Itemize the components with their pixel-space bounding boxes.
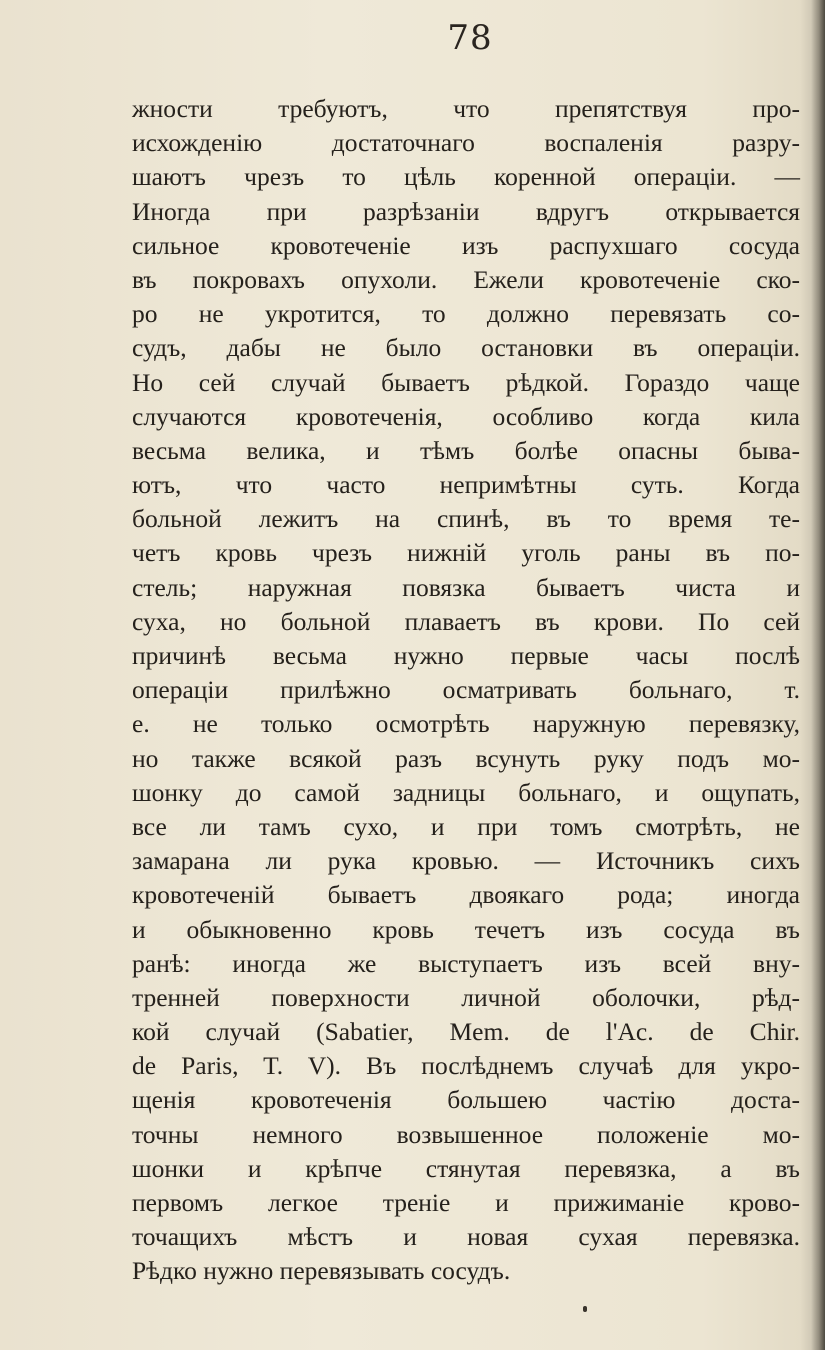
text-line: шонку до самой задницы больнаго, и ощупать, [132, 777, 800, 807]
page-edge-shadow [811, 0, 825, 1350]
text-line: больной лежитъ на спинѣ, въ то время те- [132, 504, 800, 534]
text-line: исхожденію достаточнаго воспаленія разру- [132, 128, 800, 158]
text-line-last: Рѣдко нужно перевязывать сосудъ. [132, 1256, 511, 1286]
ink-speck [583, 1306, 587, 1312]
text-line: и обыкновенно кровь течетъ изъ сосуда въ [132, 914, 800, 944]
text-line: е. не только осмотрѣть наружную перевязку, [132, 709, 800, 739]
text-line: все ли тамъ сухо, и при томъ смотрѣть, не [132, 811, 800, 841]
text-line: ро не укротится, то должно перевязать со- [132, 299, 800, 329]
text-line: точащихъ мѣстъ и новая сухая перевязка. [132, 1222, 800, 1252]
text-line: ютъ, что часто непримѣтны суть. Когда [132, 470, 800, 500]
text-line: кровотеченій бываетъ двоякаго рода; иногда [132, 880, 800, 910]
text-line: щенія кровотеченія большею частію доста- [132, 1085, 800, 1115]
text-line: четъ кровь чрезъ нижній уголь раны въ по- [132, 538, 800, 568]
text-line: точны немного возвышенное положеніе мо- [132, 1119, 800, 1149]
text-line: весьма велика, и тѣмъ болѣе опасны быва- [132, 435, 800, 465]
text-line: случаются кровотеченія, особливо когда кила [132, 401, 800, 431]
body-text [132, 92, 800, 1289]
text-line: стель; наружная повязка бываетъ чиста и [132, 572, 800, 602]
text-line: операціи прилѣжно осматривать больнаго, т. [132, 675, 800, 705]
text-line: первомъ легкое треніе и прижиманіе крово- [132, 1188, 800, 1217]
text-line: de Paris, T. V). Въ послѣднемъ случаѣ для укро- [132, 1051, 800, 1081]
text-line: жности требуютъ, что препятствуя про- [132, 94, 800, 123]
text-line: ранѣ: иногда же выступаетъ изъ всей вну- [132, 948, 800, 978]
text-line: тренней поверхности личной оболочки, рѣд- [132, 982, 800, 1012]
text-line: причинѣ весьма нужно первые часы послѣ [132, 641, 800, 670]
text-line: Но сей случай бываетъ рѣдкой. Гораздо чаще [132, 367, 800, 397]
page-number: 78 [447, 18, 493, 58]
text-line: Иногда при разрѣзаніи вдругъ открывается [132, 196, 800, 226]
text-line: замарана ли рука кровью. — Источникъ сихъ [132, 846, 800, 876]
text-line: кой случай (Sabatier, Mem. de l'Ac. de Chir. [132, 1017, 800, 1047]
text-line: суха, но больной плаваетъ въ крови. По сей [132, 606, 800, 636]
text-line: судъ, дабы не было остановки въ операціи. [132, 333, 800, 363]
text-line: въ покровахъ опухоли. Ежели кровотеченіе ско- [132, 264, 800, 294]
text-line: шаютъ чрезъ то цѣль коренной операціи. — [132, 162, 800, 192]
text-line: сильное кровотеченіе изъ распухшаго сосуда [132, 230, 800, 260]
text-line: но также всякой разъ всунуть руку подъ мо- [132, 743, 800, 773]
text-line: шонки и крѣпче стянутая перевязка, а въ [132, 1153, 800, 1183]
